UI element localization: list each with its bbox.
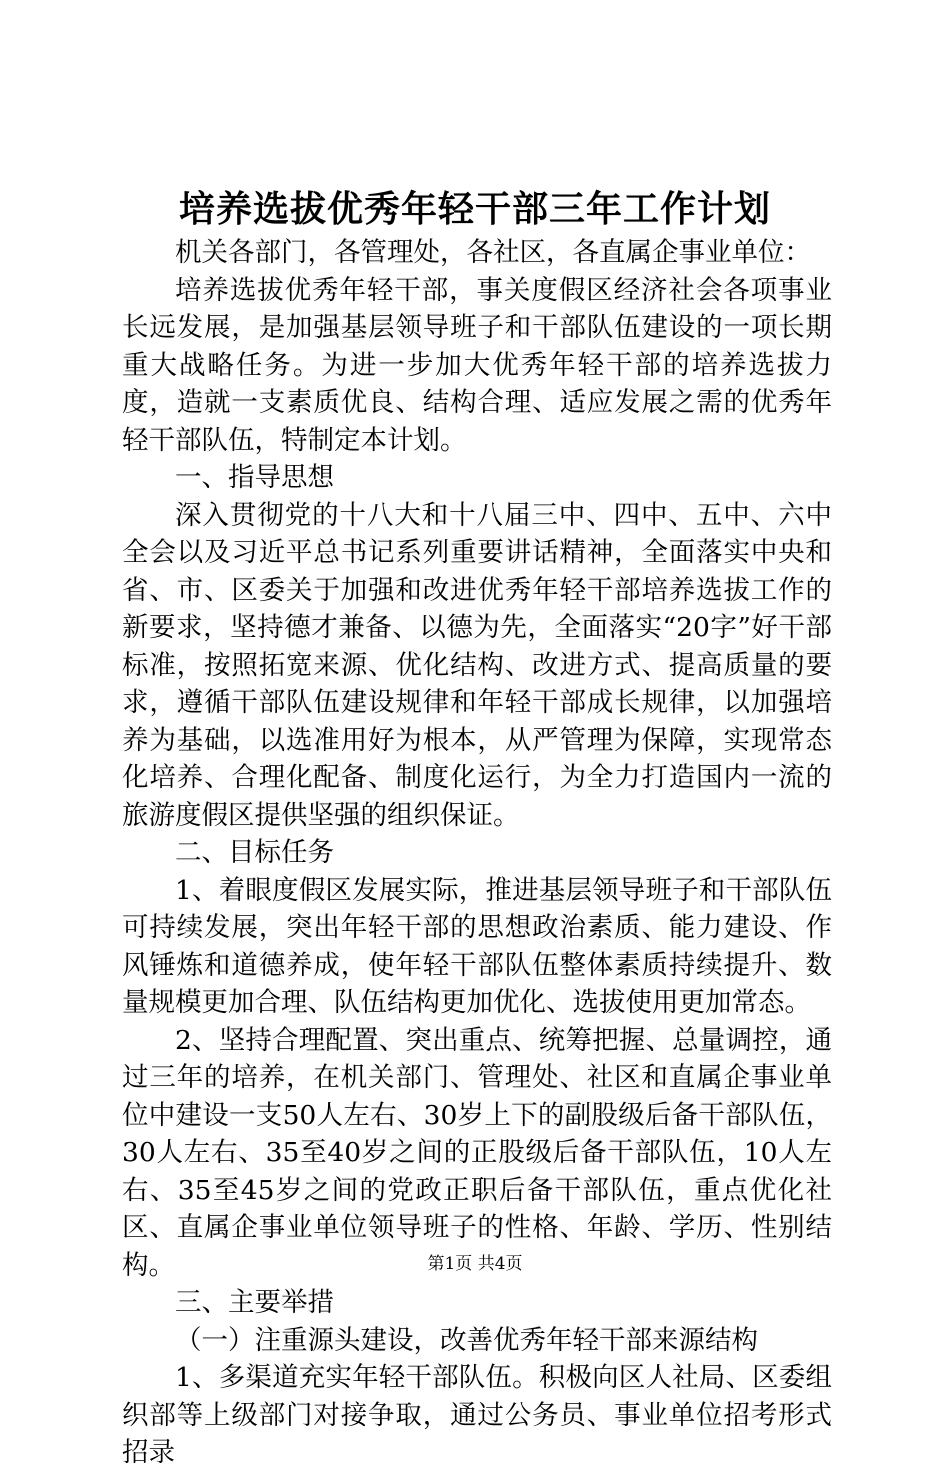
page-footer: 第1页 共4页 [427, 1254, 523, 1274]
paragraph: 1、多渠道充实年轻干部队伍。积极向区人社局、区委组织部等上级部门对接争取，通过公务员、事业单位招考形式招录 [122, 1362, 832, 1468]
paragraph: 1、着眼度假区发展实际，推进基层领导班子和干部队伍可持续发展，突出年轻干部的思想政治素质、能力建设、作风锤炼和道德养成，使年轻干部队伍整体素质持续提升、数量规模更加合理、队伍结构更加优化、选拔使用更加常态。 [122, 874, 832, 1018]
salutation: 机关各部门，各管理处，各社区，各直属企事业单位： [175, 237, 811, 268]
paragraph: 培养选拔优秀年轻干部，事关度假区经济社会各项事业长远发展，是加强基层领导班子和干部队伍建设的一项长期重大战略任务。为进一步加大优秀年轻干部的培养选拔力度，造就一支素质优良、结构合理、适应发展之需的优秀年轻干部队伍，特制定本计划。 [122, 274, 832, 456]
document-body [122, 234, 832, 1472]
paragraph: 深入贯彻党的十八大和十八届三中、四中、五中、六中全会以及习近平总书记系列重要讲话精神，全面落实中央和省、市、区委关于加强和改进优秀年轻干部培养选拔工作的新要求，坚持德才兼备、以德为先，全面落实“20字”好干部标准，按照拓宽来源、优化结构、改进方式、提高质量的要求，遵循干部队伍建设规律和年轻干部成长规律，以加强培养为基础，以选准用好为根本，从严管理为保障，实现常态化培养、合理化配备、制度化运行，为全力打造国内一流的旅游度假区提供坚强的组织保证。 [122, 499, 832, 831]
paragraph: 2、坚持合理配置、突出重点、统筹把握、总量调控，通过三年的培养，在机关部门、管理处、社区和直属企事业单位中建设一支50人左右、30岁上下的副股级后备干部队伍，30人左右、35至40岁之间的正股级后备干部队伍，10人左右、35至45岁之间的党政正职后备干部队伍，重点优化社区、直属企事业单位领导班子的性格、年龄、学历、性别结构。 [122, 1024, 832, 1281]
document-title: 培养选拔优秀年轻干部三年工作计划 [178, 188, 771, 230]
section-heading: 一、指导思想 [175, 462, 334, 493]
subsection-heading: （一）注重源头建设，改善优秀年轻干部来源结构 [175, 1324, 758, 1356]
section-heading: 二、目标任务 [175, 837, 334, 868]
section-heading: 三、主要举措 [175, 1287, 334, 1318]
